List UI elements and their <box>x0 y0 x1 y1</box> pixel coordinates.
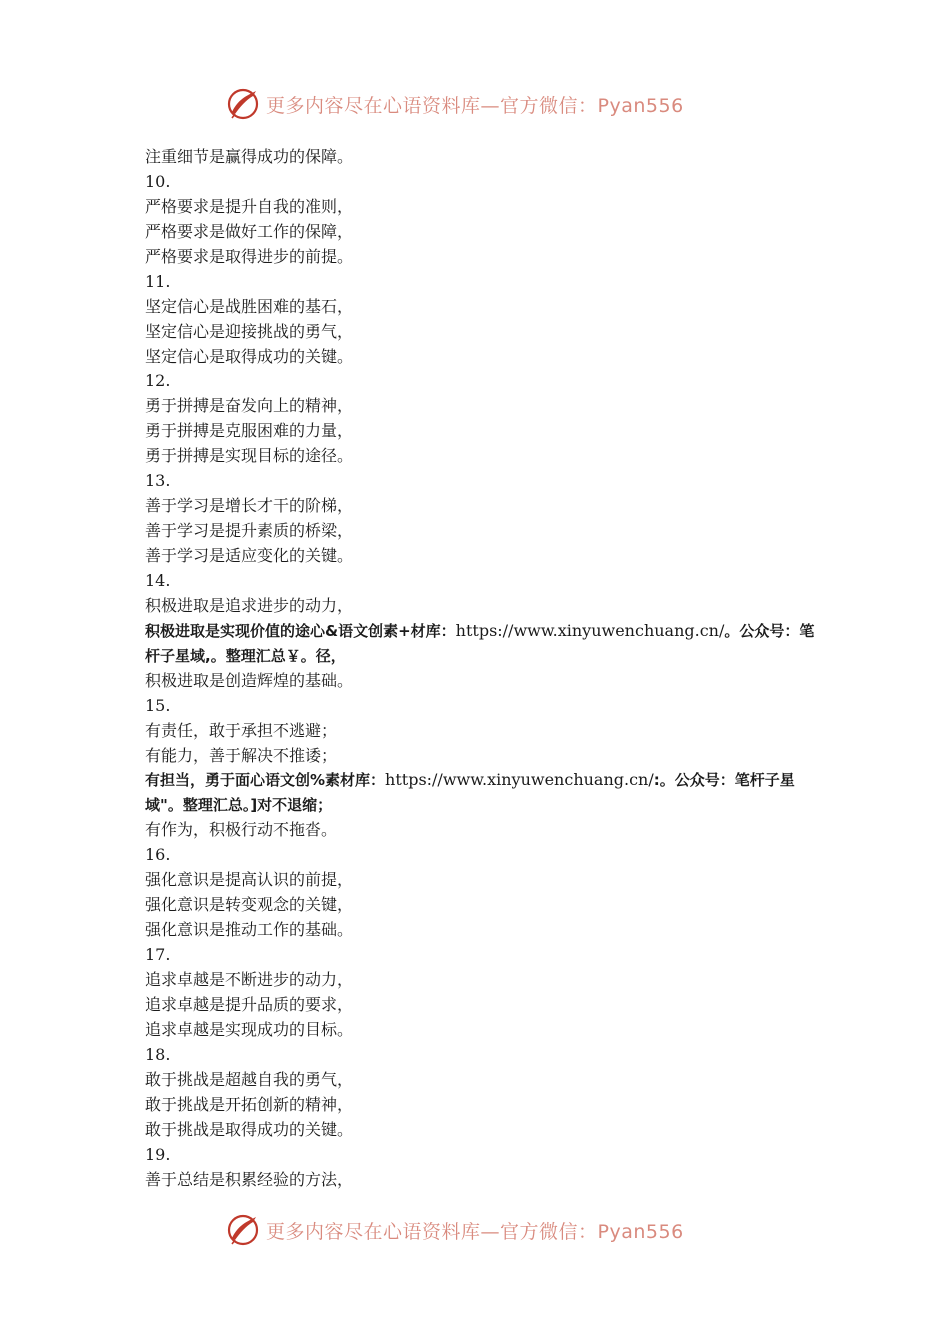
text-line: 善于学习是提升素质的桥梁， <box>145 521 354 541</box>
document-body <box>145 145 815 1192</box>
footer-banner <box>226 1210 726 1250</box>
text-line: 善于学习是适应变化的关键。 <box>145 546 354 565</box>
item-number: 11. <box>145 271 171 291</box>
pen-logo-icon <box>226 1213 260 1247</box>
text-line: 强化意识是提高认识的前提， <box>145 870 354 890</box>
text-line: 强化意识是推动工作的基础。 <box>145 920 354 940</box>
item-number: 19. <box>145 1144 171 1164</box>
inserted-text: 。公众号：笔杆子星域,。整理汇总￥。径， <box>145 621 815 665</box>
item-number: 17. <box>145 945 171 965</box>
watermark-inserted-line <box>145 768 815 818</box>
text-line: 勇于拼搏是克服困难的力量， <box>145 421 354 441</box>
text-line: 坚定信心是取得成功的关键。 <box>145 346 354 366</box>
item-number: 12. <box>145 371 171 391</box>
text-line: 敢于挑战是开拓创新的精神， <box>145 1094 354 1114</box>
item-number: 18. <box>145 1044 171 1064</box>
text-line: 有责任，敢于承担不逃避； <box>145 720 338 740</box>
wechat-id: Pyan556 <box>597 94 684 117</box>
source-url: https://www.xinyuwenchuang.cn/ <box>385 770 654 790</box>
text-line: 敢于挑战是超越自我的勇气， <box>145 1069 354 1089</box>
text-line: 有作为，积极行动不拖沓。 <box>145 820 338 840</box>
text-line: 善于总结是积累经验的方法， <box>145 1169 354 1189</box>
pen-logo-icon <box>226 87 260 121</box>
item-number: 10. <box>145 171 171 191</box>
text-line: 坚定信心是迎接挑战的勇气， <box>145 321 354 341</box>
inserted-text: 有担当，勇于面心语文创%素材库： <box>145 771 386 790</box>
text-line: 敢于挑战是取得成功的关键。 <box>145 1119 354 1139</box>
text-line: 积极进取是创造辉煌的基础。 <box>145 670 354 690</box>
item-number: 15. <box>145 695 171 715</box>
inserted-text: 积极进取是实现价值的途心&语文创素+材库： <box>145 621 456 640</box>
text-line: 严格要求是取得进步的前提。 <box>145 246 354 266</box>
text-line: 追求卓越是不断进步的动力， <box>145 970 354 989</box>
text-line: 积极进取是追求进步的动力， <box>145 595 354 615</box>
item-number: 14. <box>145 570 171 590</box>
text-line: 有能力，善于解决不推诿； <box>145 745 338 765</box>
banner-text: 更多内容尽在心语资料库—官方微信： <box>266 1220 598 1243</box>
text-line: 善于学习是增长才干的阶梯， <box>145 496 354 516</box>
text-line: 追求卓越是提升品质的要求， <box>145 994 354 1014</box>
item-number: 13. <box>145 471 171 491</box>
wechat-id: Pyan556 <box>597 1220 684 1243</box>
inserted-text: :。公众号：笔杆子星域"。整理汇总。]对不退缩； <box>145 771 795 815</box>
text-line: 勇于拼搏是奋发向上的精神， <box>145 396 354 416</box>
text-line: 注重细节是赢得成功的保障。 <box>145 147 354 166</box>
item-number: 16. <box>145 845 171 865</box>
banner-text: 更多内容尽在心语资料库—官方微信： <box>266 94 598 117</box>
text-line: 严格要求是提升自我的准则， <box>145 196 354 216</box>
watermark-inserted-line <box>145 619 815 669</box>
text-line: 追求卓越是实现成功的目标。 <box>145 1019 354 1039</box>
source-url: https://www.xinyuwenchuang.cn/ <box>455 620 725 640</box>
text-line: 坚定信心是战胜困难的基石， <box>145 296 354 316</box>
text-line: 勇于拼搏是实现目标的途径。 <box>145 446 354 466</box>
text-line: 强化意识是转变观念的关键， <box>145 895 354 915</box>
header-banner <box>226 84 726 124</box>
text-line: 严格要求是做好工作的保障， <box>145 221 354 241</box>
